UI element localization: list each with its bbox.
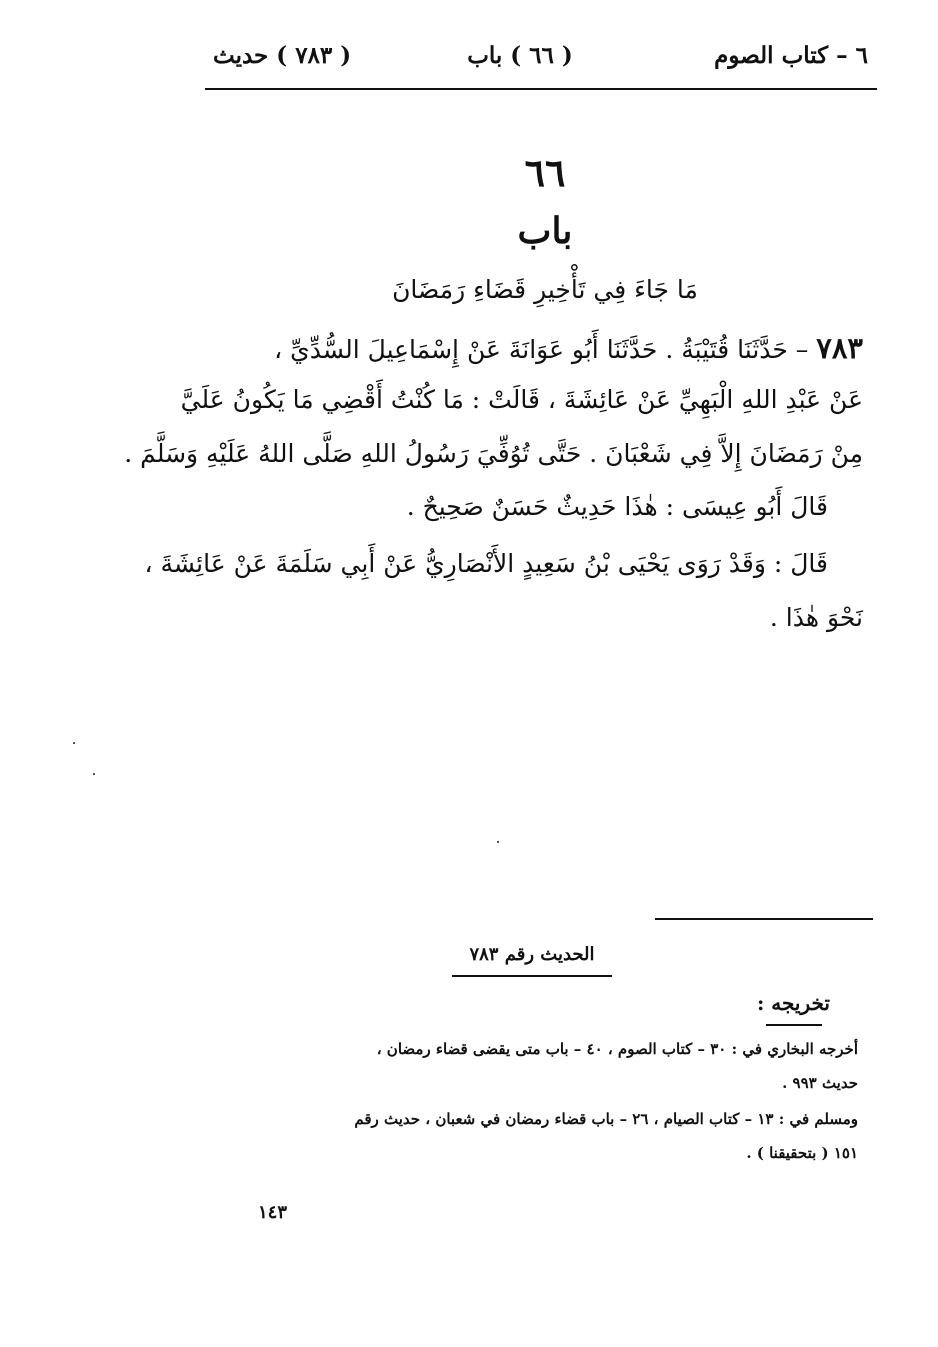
footnote-line-4: ١٥١ ( بتحقيقنا ) . <box>746 1144 858 1162</box>
running-header-book: ٦ – كتاب الصوم <box>714 42 868 69</box>
footnote-title-underline <box>452 975 612 977</box>
hadith-line-2: عَنْ عَبْدِ اللهِ الْبَهِيِّ عَنْ عَائِشَةَ ، قَالَتْ : مَا كُنْتُ أَقْضِي مَا يَكُونُ عَلَيَّ <box>180 385 863 414</box>
hadith-line-1 <box>274 331 863 365</box>
chapter-heading: باب <box>517 210 573 252</box>
hadith-line-1-text: – حَدَّثَنَا قُتَيْبَةُ . حَدَّثَنَا أَبُو عَوَانَةَ عَنْ إِسْمَاعِيلَ السُّدِّيِّ ، <box>274 335 809 364</box>
header-rule <box>205 88 877 90</box>
chapter-title: مَا جَاءَ فِي تَأْخِيرِ قَضَاءِ رَمَضَانَ <box>392 275 698 304</box>
footnote-label: تخريجه : <box>756 991 830 1015</box>
running-header-hadith: ( ٧٨٣ ) حديث <box>213 42 352 69</box>
hadith-line-6: نَحْوَ هٰذَا . <box>769 603 863 632</box>
hadith-grading: قَالَ أَبُو عِيسَى : هٰذَا حَدِيثٌ حَسَنٌ صَحِيحٌ . <box>406 492 828 521</box>
page-number: ١٤٣ <box>258 1202 288 1223</box>
hadith-line-3: مِنْ رَمَضَانَ إِلاَّ فِي شَعْبَانَ . حَتَّى تُوُفِّيَ رَسُولُ اللهِ صَلَّى اللهُ عَلَيْهِ وَسَلَّمَ . <box>124 439 863 468</box>
hadith-line-5: قَالَ : وَقَدْ رَوَى يَحْيَى بْنُ سَعِيدٍ الأَنْصَارِيُّ عَنْ أَبِي سَلَمَةَ عَنْ عَائِشَةَ ، <box>144 549 828 578</box>
footnote-line-1: أخرجه البخاري في : ٣٠ – كتاب الصوم ، ٤٠ – باب متى يقضى قضاء رمضان ، <box>376 1040 858 1058</box>
footnote-label-underline <box>766 1024 822 1026</box>
footnote-separator <box>655 918 873 920</box>
chapter-number: ٦٦ <box>524 150 566 195</box>
scan-speck <box>73 742 75 744</box>
footnote-line-2: حديث ٩٩٣ . <box>782 1074 858 1092</box>
running-header-chapter: ( ٦٦ ) باب <box>467 42 573 69</box>
scan-speck <box>497 841 499 843</box>
hadith-number: ٧٨٣ <box>816 331 863 365</box>
footnote-title: الحديث رقم ٧٨٣ <box>469 944 595 965</box>
footnote-line-3: ومسلم في : ١٣ – كتاب الصيام ، ٢٦ – باب قضاء رمضان في شعبان ، حديث رقم <box>354 1110 858 1128</box>
scan-speck <box>93 773 95 775</box>
